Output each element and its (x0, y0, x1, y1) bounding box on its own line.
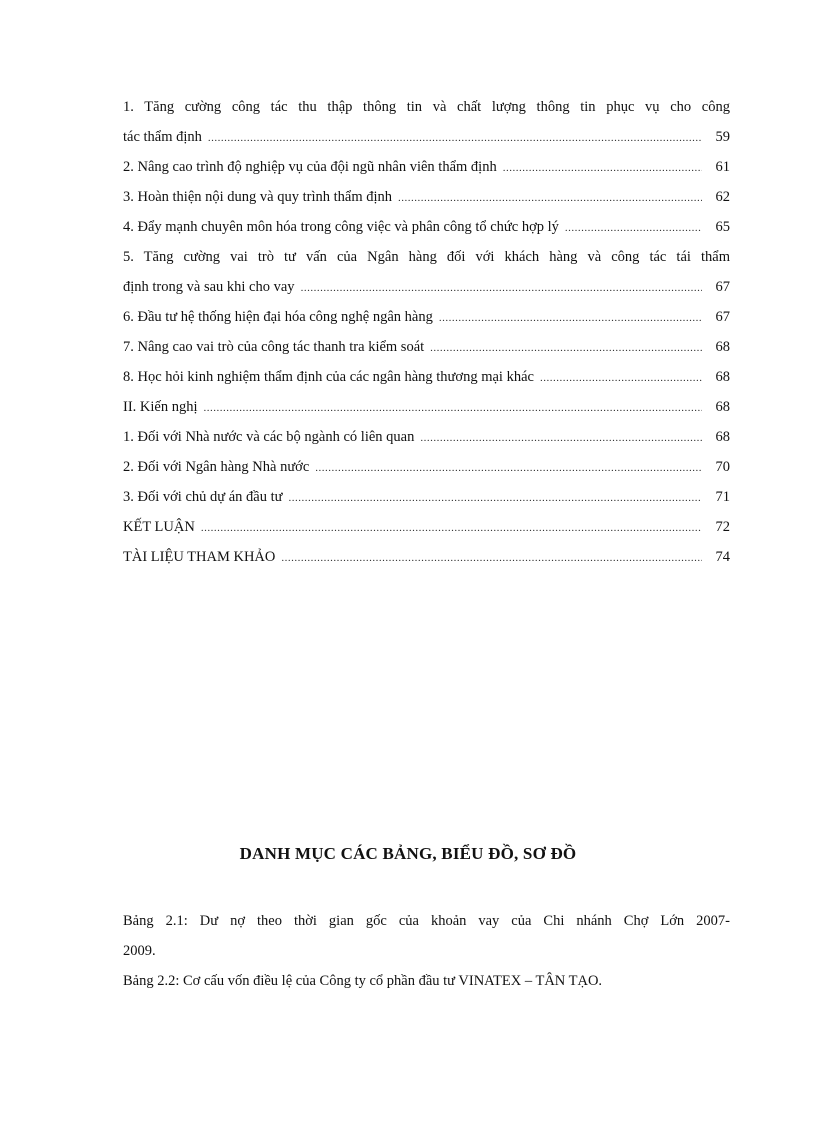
toc-entry-page: 74 (715, 549, 730, 565)
toc-entry[interactable] (123, 392, 730, 422)
toc-entry-title: 2. Nâng cao trình độ nghiệp vụ của đội ngũ nhân viên thẩm định (123, 159, 497, 175)
toc-entry-title: 4. Đẩy mạnh chuyên môn hóa trong công việc và phân công tổ chức hợp lý (123, 219, 559, 235)
dot-leader (565, 213, 702, 243)
dot-leader (398, 183, 702, 213)
toc-entry[interactable] (123, 182, 730, 212)
toc-entry[interactable] (123, 212, 730, 242)
list-item[interactable] (123, 966, 730, 996)
toc-entry-page: 59 (715, 129, 730, 145)
toc-entry-line (123, 272, 730, 302)
toc-entry-page: 65 (715, 219, 730, 235)
toc-entry-title-line: 1. Tăng cường công tác thu thập thông tin và chất lượng thông tin phục vụ cho công (123, 99, 730, 115)
list-item-line: Bảng 2.2: Cơ cấu vốn điều lệ của Công ty cổ phần đầu tư VINATEX – TÂN TẠO. (123, 973, 603, 989)
toc-entry[interactable] (123, 422, 730, 452)
toc-entry[interactable] (123, 482, 730, 512)
dot-leader (208, 123, 702, 153)
toc-entry-title: 8. Học hỏi kinh nghiệm thẩm định của các ngân hàng thương mại khác (123, 369, 534, 385)
dot-leader (301, 273, 702, 303)
toc-entry-page: 68 (715, 429, 730, 445)
toc-entry-page: 68 (715, 399, 730, 415)
dot-leader (281, 543, 702, 573)
toc-entry-page: 67 (715, 309, 730, 325)
toc-entry-title: 2. Đối với Ngân hàng Nhà nước (123, 459, 310, 475)
toc-entry-page: 72 (715, 519, 730, 535)
dot-leader (420, 423, 702, 453)
toc-entry[interactable] (123, 302, 730, 332)
dot-leader (201, 513, 702, 543)
toc-entry-title: TÀI LIỆU THAM KHẢO (123, 549, 276, 565)
toc-entry[interactable] (123, 452, 730, 482)
toc-entry-page: 70 (715, 459, 730, 475)
toc-entry-title: 3. Hoàn thiện nội dung và quy trình thẩm định (123, 189, 393, 205)
toc-entry-title: II. Kiến nghị (123, 399, 198, 415)
toc-entry-title: tác thẩm định (123, 129, 202, 145)
toc-entry-page: 61 (715, 159, 730, 175)
toc-entry-title: 6. Đầu tư hệ thống hiện đại hóa công nghệ ngân hàng (123, 309, 433, 325)
toc-entry-title: 7. Nâng cao vai trò của công tác thanh tra kiểm soát (123, 339, 425, 355)
tables-list (123, 906, 730, 996)
toc-entry-title: định trong và sau khi cho vay (123, 279, 295, 295)
section-heading: DANH MỤC CÁC BẢNG, BIỂU ĐỒ, SƠ ĐỒ (239, 844, 577, 863)
list-item[interactable] (123, 906, 730, 966)
dot-leader (289, 483, 703, 513)
toc-entry-title: 3. Đối với chủ dự án đầu tư (123, 489, 283, 505)
toc-entry-page: 71 (715, 489, 730, 505)
toc-entry-page: 68 (715, 369, 730, 385)
toc-entry[interactable] (123, 362, 730, 392)
toc-entry[interactable] (123, 542, 730, 572)
toc-entry-page: 67 (715, 279, 730, 295)
toc-entry-page: 62 (715, 189, 730, 205)
toc-entry[interactable] (123, 92, 730, 152)
toc-entry[interactable] (123, 512, 730, 542)
table-of-contents (123, 92, 730, 572)
toc-entry-title: KẾT LUẬN (123, 519, 195, 535)
list-item-line: Bảng 2.1: Dư nợ theo thời gian gốc của khoản vay của Chi nhánh Chợ Lớn 2007- (123, 913, 730, 929)
toc-entry[interactable] (123, 152, 730, 182)
dot-leader (540, 363, 702, 393)
dot-leader (204, 393, 703, 423)
dot-leader (430, 333, 702, 363)
toc-entry[interactable] (123, 242, 730, 302)
list-item-line: 2009. (123, 943, 156, 959)
toc-entry-title: 1. Đối với Nhà nước và các bộ ngành có liên quan (123, 429, 415, 445)
toc-entry[interactable] (123, 332, 730, 362)
toc-entry-page: 68 (715, 339, 730, 355)
dot-leader (439, 303, 702, 333)
toc-entry-line (123, 122, 730, 152)
toc-entry-title-line: 5. Tăng cường vai trò tư vấn của Ngân hàng đối với khách hàng và công tác tái thẩm (123, 249, 730, 265)
dot-leader (503, 153, 702, 183)
dot-leader (315, 453, 702, 483)
